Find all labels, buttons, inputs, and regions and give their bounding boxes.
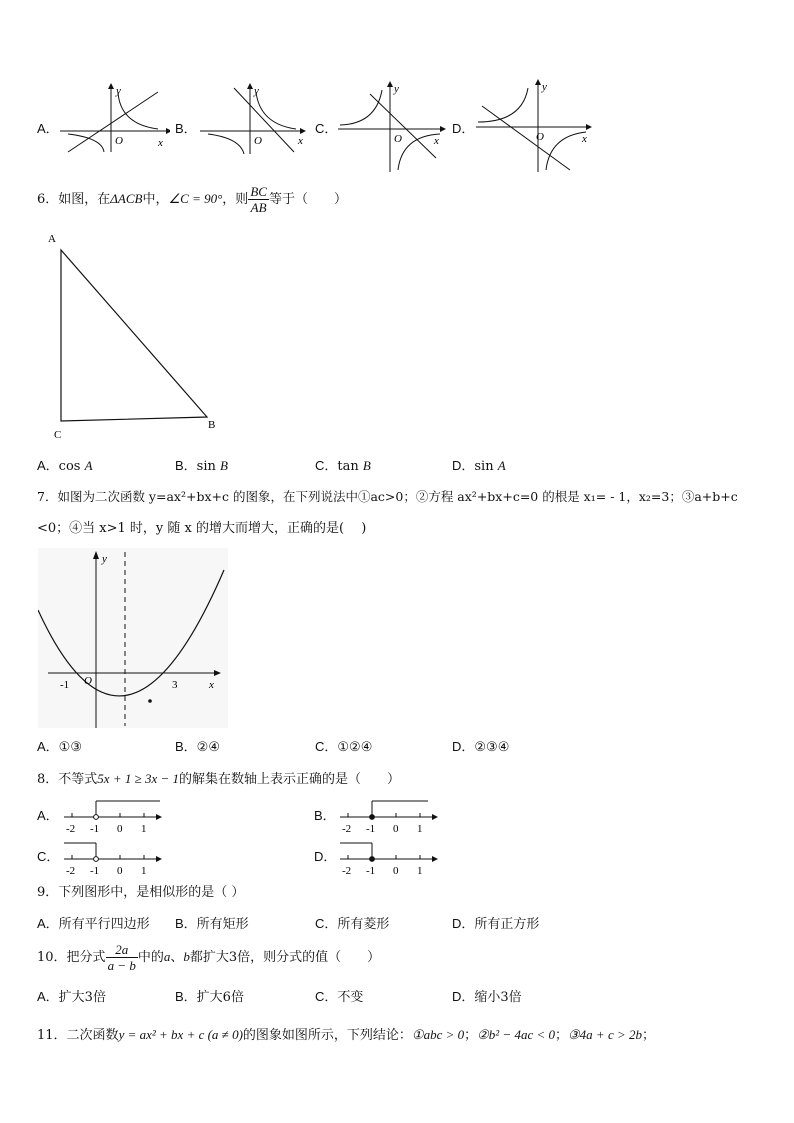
axis-y-label: y: [116, 85, 121, 97]
axis-y-label: y: [542, 81, 547, 93]
q11-stem: 11．二次函数y = ax² + bx + c (a ≠ 0)的图象如图所示，下列结论：①abc > 0；②b² − 4ac < 0；③4a + c > 2b；: [37, 1027, 656, 1043]
q7-option-b: B．②④: [175, 739, 220, 755]
vertex-c-label: C: [54, 429, 62, 441]
q8-option-c-numberline: [58, 838, 168, 878]
graph-x-label: x: [209, 679, 214, 691]
q9-option-c: C．所有菱形: [315, 916, 390, 932]
svg-text:-2: -2: [342, 823, 352, 835]
q8-option-a-label: A．: [37, 808, 59, 823]
q8-option-b-label: B．: [314, 808, 336, 823]
svg-text:1: 1: [417, 823, 423, 835]
vertex-b-label: B: [208, 419, 216, 431]
svg-text:-1: -1: [366, 823, 376, 835]
q10-option-a: A．扩大3倍: [37, 989, 106, 1005]
svg-text:-2: -2: [342, 865, 352, 877]
svg-text:-1: -1: [90, 823, 100, 835]
q10-stem: 10．把分式 $\frac{2a}{a - b}$ 中的a、b都扩大3倍，则分式的值（ ）: [37, 942, 381, 973]
q5-option-c-graph: [336, 80, 448, 174]
q6-option-d: D．sin A: [452, 458, 506, 474]
q7-option-d: D．②③④: [452, 739, 510, 755]
q6-triangle-figure: [40, 228, 230, 443]
vertex-a-label: A: [48, 233, 56, 245]
svg-text:-1: -1: [90, 865, 100, 877]
q9-option-a: A．所有平行四边形: [37, 916, 150, 932]
axis-x-label: x: [582, 133, 587, 145]
q5-option-b-graph: [198, 82, 310, 154]
q7-option-a: A．①③: [37, 739, 82, 755]
q7-option-c: C．①②④: [315, 739, 373, 755]
q5-option-d-label: D．: [452, 121, 475, 136]
axis-y-label: y: [394, 83, 399, 95]
graph-root-3: 3: [172, 679, 178, 691]
q6-option-a: A．cos A: [37, 458, 93, 474]
origin-label: O: [254, 135, 262, 147]
axis-x-label: x: [434, 135, 439, 147]
q6-stem: 6．如图，在ΔACB中，∠C = 90°，则 $\frac{BC}{AB}$ 等于（ ）: [37, 184, 347, 215]
graph-root-neg1: -1: [60, 679, 70, 691]
q7-parabola-graph: [38, 548, 228, 728]
graph-origin-label: O: [84, 675, 92, 687]
q5-option-a-label: A．: [37, 121, 59, 136]
origin-label: O: [115, 135, 123, 147]
q8-stem: 8．不等式5x + 1 ≥ 3x − 1的解集在数轴上表示正确的是（ ）: [37, 771, 401, 787]
q10-option-c: C．不变: [315, 989, 364, 1005]
q5-option-a-graph: [58, 82, 170, 154]
svg-text:-1: -1: [366, 865, 376, 877]
svg-text:0: 0: [117, 865, 123, 877]
q8-option-d-label: D．: [314, 849, 337, 864]
origin-label: O: [394, 133, 402, 145]
q8-option-d-numberline: [334, 838, 444, 878]
svg-text:0: 0: [393, 823, 399, 835]
q6-fraction: $\frac{BC}{AB}$: [250, 184, 267, 215]
svg-text:0: 0: [393, 865, 399, 877]
q8-option-c-label: C．: [37, 849, 60, 864]
q7-stem-line1: 7．如图为二次函数 y=ax²+bx+c 的图象，在下列说法中①ac>0；②方程 ax²+bx+c=0 的根是 x₁= - 1，x₂=3；③a+b+c: [37, 489, 738, 504]
q6-option-c: C．tan B: [315, 458, 371, 474]
svg-text:1: 1: [417, 865, 423, 877]
q9-stem: 9．下列图形中，是相似形的是（ ）: [37, 885, 245, 900]
q6-option-b: B．sin B: [175, 458, 228, 474]
q10-option-b: B．扩大6倍: [175, 989, 244, 1005]
q5-option-b-label: B．: [175, 121, 197, 136]
q10-option-d: D．缩小3倍: [452, 989, 522, 1005]
q8-option-a-numberline: [58, 796, 168, 836]
q10-fraction: $\frac{2a}{a - b}$: [107, 942, 136, 973]
svg-text:-2: -2: [66, 823, 76, 835]
q9-option-b: B．所有矩形: [175, 916, 249, 932]
svg-text:-2: -2: [66, 865, 76, 877]
axis-x-label: x: [158, 137, 163, 149]
axis-x-label: x: [298, 135, 303, 147]
svg-text:1: 1: [141, 865, 147, 877]
graph-y-label: y: [102, 553, 107, 565]
q5-option-c-label: C．: [315, 121, 338, 136]
q8-option-b-numberline: [334, 796, 444, 836]
q5-option-d-graph: [474, 78, 596, 174]
svg-text:1: 1: [141, 823, 147, 835]
svg-text:0: 0: [117, 823, 123, 835]
q7-stem-line2: <0；④当 x>1 时，y 随 x 的增大而增大，正确的是( ): [37, 521, 367, 536]
q6-number: 6．: [37, 192, 59, 207]
q9-option-d: D．所有正方形: [452, 916, 540, 932]
origin-label: O: [536, 131, 544, 143]
axis-y-label: y: [254, 85, 259, 97]
